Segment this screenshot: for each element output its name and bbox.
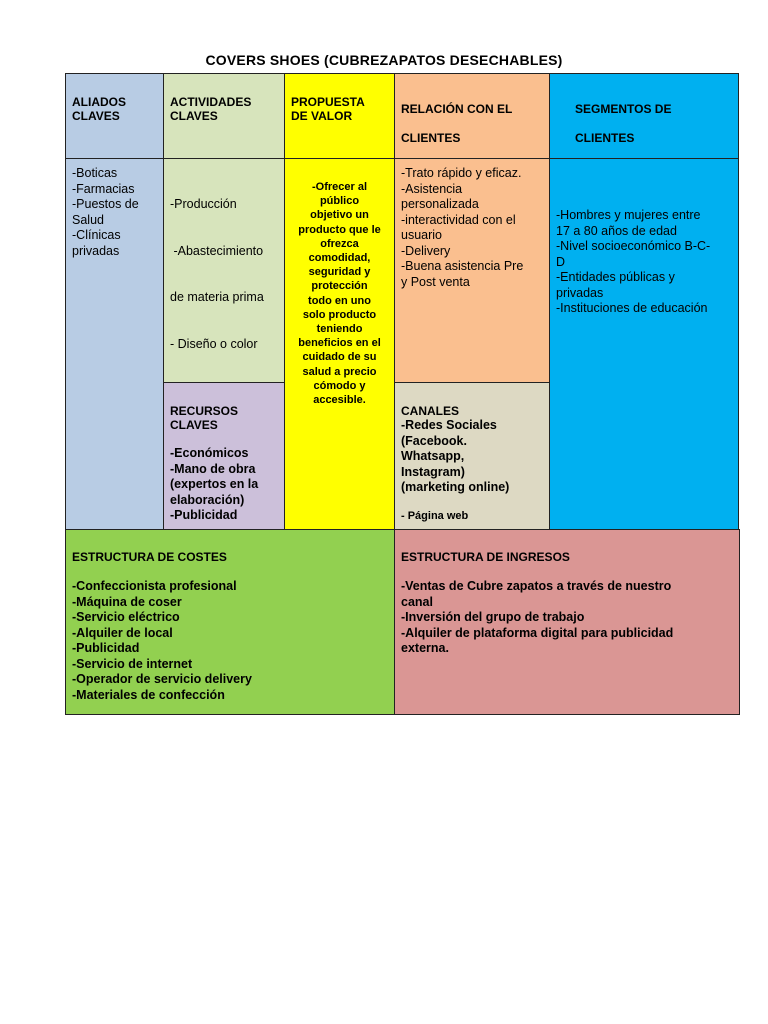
actividades-item: -Abastecimiento bbox=[170, 243, 264, 258]
ingresos-item: canal bbox=[401, 594, 433, 609]
relacion-header-line: CLIENTES bbox=[401, 131, 461, 145]
canales-header: CANALES bbox=[401, 404, 460, 418]
aliados-header-line: CLAVES bbox=[72, 109, 120, 123]
relacion-header-cell bbox=[394, 73, 550, 159]
costes-item: -Materiales de confección bbox=[72, 687, 225, 702]
propuesta-item: todo en uno bbox=[308, 294, 371, 307]
segmentos-item: -Nivel socioeconómico B-C- bbox=[556, 239, 711, 253]
relacion-item: -interactividad con el bbox=[401, 212, 516, 227]
propuesta-item: cuidado de su bbox=[302, 351, 377, 364]
propuesta-item: solo producto bbox=[302, 308, 377, 321]
recursos-header-line: CLAVES bbox=[170, 418, 218, 432]
actividades-item: - Diseño o color bbox=[170, 336, 258, 351]
actividades-header-line: ACTIVIDADES bbox=[170, 95, 252, 109]
actividades-header-line: CLAVES bbox=[170, 109, 218, 123]
segmentos-header-line: SEGMENTOS DE bbox=[575, 102, 672, 116]
canales-web: - Página web bbox=[401, 510, 469, 522]
segmentos-item: -Instituciones de educación bbox=[556, 301, 708, 315]
costes-item: -Alquiler de local bbox=[72, 625, 173, 640]
propuesta-item: protección bbox=[311, 280, 368, 293]
propuesta-item: accesible. bbox=[313, 394, 366, 407]
propuesta-header-line: DE VALOR bbox=[291, 109, 353, 123]
relacion-item: -Asistencia bbox=[401, 181, 463, 196]
propuesta-item: beneficios en el bbox=[298, 337, 381, 350]
ingresos-item: -Alquiler de plataforma digital para publicidad bbox=[401, 625, 674, 640]
propuesta-item: público bbox=[319, 195, 360, 208]
aliados-item: privadas bbox=[72, 243, 120, 258]
aliados-item: -Boticas bbox=[72, 166, 118, 180]
propuesta-header-cell bbox=[284, 73, 395, 159]
recursos-item: (expertos en la bbox=[170, 477, 259, 491]
segmentos-header-line: CLIENTES bbox=[575, 131, 635, 145]
relacion-item: personalizada bbox=[401, 197, 479, 211]
relacion-body-cell bbox=[394, 158, 550, 383]
propuesta-item: ofrezca bbox=[320, 237, 359, 250]
canales-item: Whatsapp, bbox=[401, 449, 465, 463]
costes-cell bbox=[65, 529, 395, 715]
propuesta-item: objetivo un bbox=[310, 209, 369, 222]
actividades-body-cell bbox=[163, 158, 285, 383]
aliados-header-line: ALIADOS bbox=[72, 95, 126, 109]
canales-item: (Facebook. bbox=[401, 433, 467, 448]
costes-header: ESTRUCTURA DE COSTES bbox=[72, 550, 227, 564]
canales-item: (marketing online) bbox=[401, 480, 510, 494]
costes-item: -Operador de servicio delivery bbox=[72, 672, 252, 686]
page-title: COVERS SHOES (CUBREZAPATOS DESECHABLES) bbox=[205, 52, 563, 68]
recursos-item: elaboración) bbox=[170, 492, 245, 507]
segmentos-item: -Hombres y mujeres entre bbox=[556, 208, 701, 222]
relacion-item: -Delivery bbox=[401, 243, 451, 258]
segmentos-header-cell bbox=[549, 73, 739, 159]
propuesta-header-line: PROPUESTA bbox=[291, 95, 365, 109]
relacion-header-line: RELACIÓN CON EL bbox=[401, 102, 513, 116]
aliados-header-cell bbox=[65, 73, 164, 159]
propuesta-item: cómodo y bbox=[313, 379, 366, 392]
aliados-body-cell bbox=[65, 158, 164, 530]
relacion-item: -Buena asistencia Pre bbox=[401, 259, 524, 273]
propuesta-item: -Ofrecer al bbox=[311, 181, 368, 193]
canales-item: Instagram) bbox=[401, 464, 465, 479]
relacion-item: usuario bbox=[401, 228, 442, 242]
recursos-cell bbox=[163, 382, 285, 530]
propuesta-item: producto que le bbox=[298, 223, 381, 236]
actividades-item: -Producción bbox=[170, 197, 237, 211]
propuesta-body-cell bbox=[284, 158, 395, 530]
canales-cell bbox=[394, 382, 550, 530]
aliados-item: Salud bbox=[72, 212, 104, 227]
ingresos-cell bbox=[394, 529, 740, 715]
relacion-item: -Trato rápido y eficaz. bbox=[401, 166, 522, 180]
actividades-item: de materia prima bbox=[170, 290, 264, 304]
ingresos-header: ESTRUCTURA DE INGRESOS bbox=[401, 550, 570, 564]
costes-item: -Publicidad bbox=[72, 641, 140, 655]
ingresos-item: -Inversión del grupo de trabajo bbox=[401, 610, 585, 624]
aliados-item: -Clínicas bbox=[72, 228, 121, 242]
propuesta-item: seguridad y bbox=[308, 266, 371, 279]
recursos-item: -Publicidad bbox=[170, 508, 238, 522]
costes-item: -Servicio de internet bbox=[72, 656, 193, 671]
segmentos-item: 17 a 80 años de edad bbox=[556, 223, 677, 238]
segmentos-item: D bbox=[556, 254, 566, 269]
costes-item: -Servicio eléctrico bbox=[72, 610, 180, 624]
costes-item: -Confeccionista profesional bbox=[72, 579, 237, 593]
recursos-item: -Mano de obra bbox=[170, 461, 256, 476]
propuesta-item: salud a precio bbox=[302, 365, 377, 378]
segmentos-item: -Entidades públicas y bbox=[556, 270, 675, 284]
propuesta-item: teniendo bbox=[316, 323, 363, 336]
aliados-item: -Puestos de bbox=[72, 197, 139, 211]
relacion-item: y Post venta bbox=[401, 274, 470, 289]
canales-item: -Redes Sociales bbox=[401, 418, 497, 432]
segmentos-body-cell bbox=[549, 158, 739, 530]
actividades-header-cell bbox=[163, 73, 285, 159]
propuesta-item: comodidad, bbox=[308, 252, 371, 265]
recursos-item: -Económicos bbox=[170, 446, 249, 460]
ingresos-item: -Ventas de Cubre zapatos a través de nuestro bbox=[401, 579, 672, 593]
costes-item: -Máquina de coser bbox=[72, 594, 182, 609]
ingresos-item: externa. bbox=[401, 641, 449, 655]
recursos-header-line: RECURSOS bbox=[170, 404, 239, 418]
segmentos-item: privadas bbox=[556, 285, 604, 300]
aliados-item: -Farmacias bbox=[72, 181, 135, 196]
